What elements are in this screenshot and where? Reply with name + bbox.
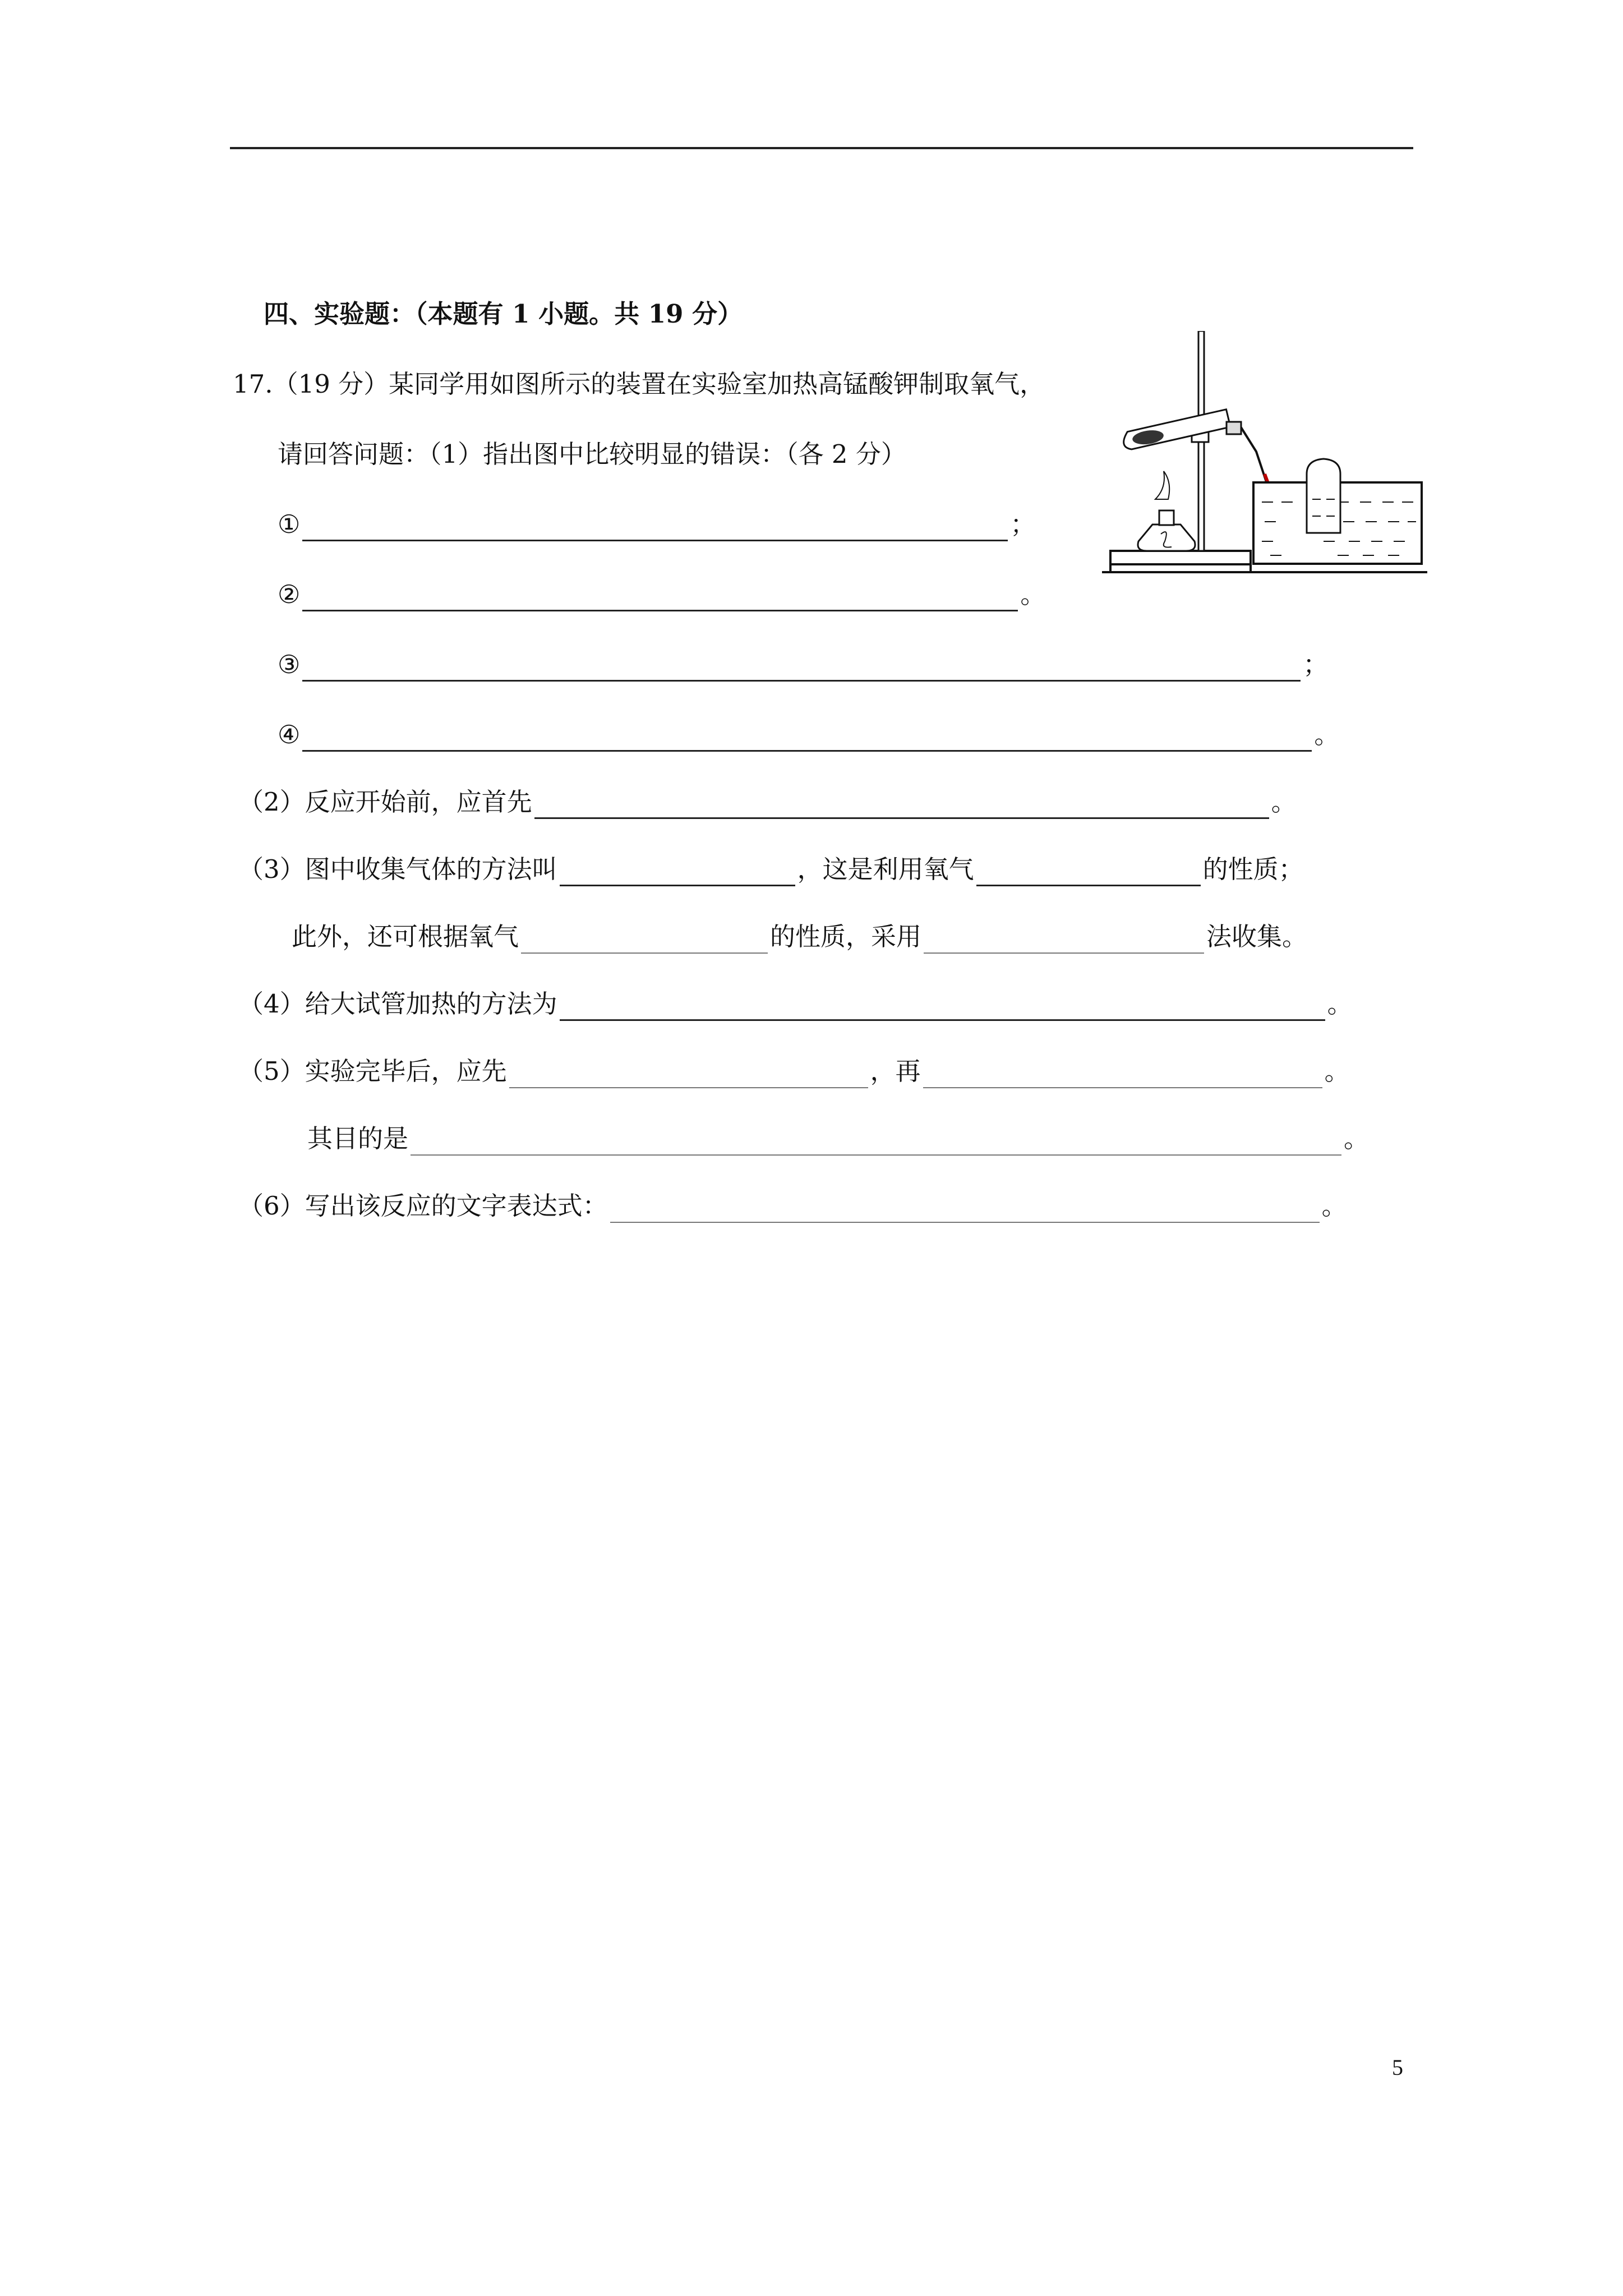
error-item-4: ④ 。 [278,718,1339,752]
question-4: （4）给大试管加热的方法为 。 [238,987,1353,1021]
answer-blank-q6[interactable] [610,1194,1320,1223]
answer-blank-error-1[interactable] [302,512,1008,541]
question-5: （5）实验完毕后，应先 ，再 。 [238,1055,1350,1088]
question-3: （3）图中收集气体的方法叫 ，这是利用氧气 的性质； [238,853,1304,886]
question-6: （6）写出该反应的文字表达式： 。 [238,1189,1347,1223]
answer-blank-q5-first[interactable] [509,1059,868,1088]
question-3-continued: 此外，还可根据氧气 的性质，采用 法收集。 [292,920,1307,954]
answer-blank-q3-method-2[interactable] [924,924,1204,954]
answer-blank-q4[interactable] [560,991,1325,1021]
error-item-2: ② 。 [278,578,1045,611]
answer-blank-q5-then[interactable] [923,1059,1322,1088]
section-title: 四、实验题：（本题有 1 小题。共 19 分） [264,299,743,329]
question-stem: 17.（19 分）某同学用如图所示的装置在实验室加热高锰酸钾制取氧气， [233,369,1045,399]
answer-blank-q2[interactable] [534,789,1269,819]
question-2: （2）反应开始前，应首先 。 [238,785,1297,819]
answer-blank-q3-property-2[interactable] [521,924,768,954]
error-item-1: ① ； [278,508,1035,541]
answer-blank-error-3[interactable] [302,652,1301,682]
answer-blank-q3-property[interactable] [976,857,1201,886]
answer-blank-q5-purpose[interactable] [411,1126,1341,1156]
answer-blank-error-2[interactable] [302,582,1018,611]
oxygen-preparation-apparatus-icon [1102,331,1430,578]
question-instruction: 请回答问题：（1）指出图中比较明显的错误：（各 2 分） [278,439,906,469]
page-number: 5 [1392,2055,1403,2080]
question-5-purpose: 其目的是 。 [307,1122,1369,1156]
answer-blank-error-4[interactable] [302,722,1312,752]
error-item-3: ③ ； [278,648,1328,682]
answer-blank-q3-method[interactable] [560,857,795,886]
header-rule [230,147,1413,149]
